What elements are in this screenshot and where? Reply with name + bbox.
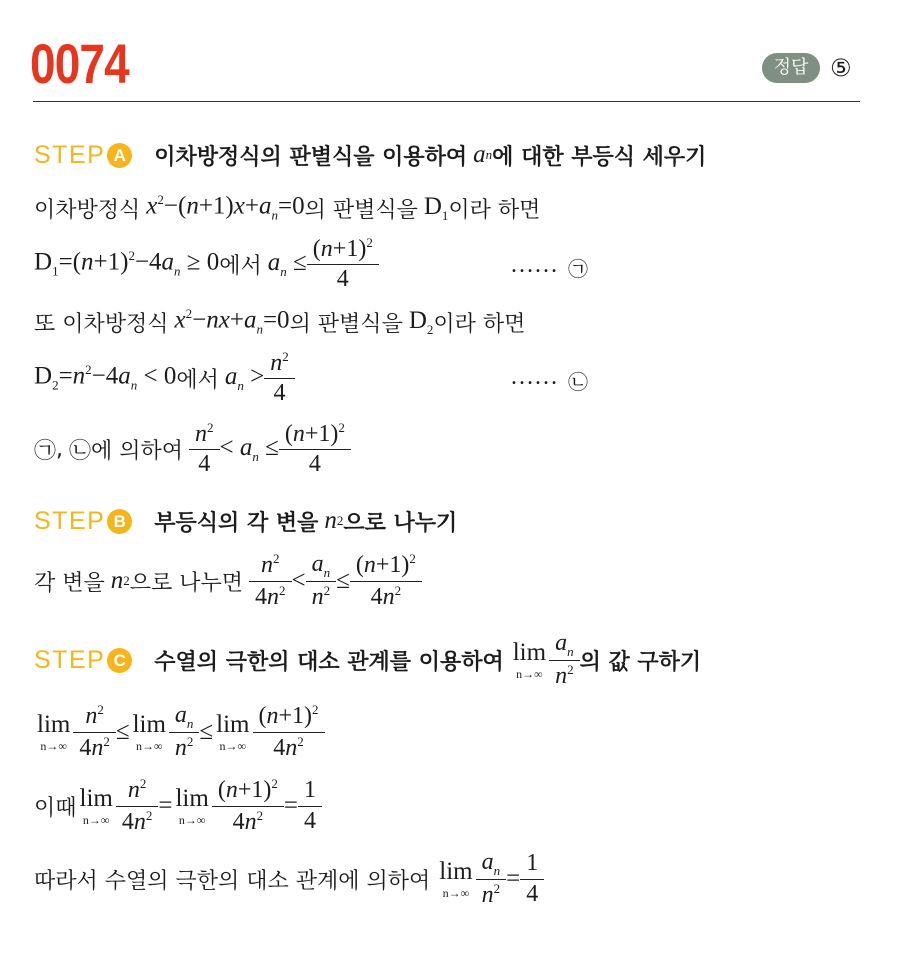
d2-label: $D_2$: [408, 306, 434, 337]
d1-expression: $D_1=(n+1)^2-4a_n \ge 0$: [34, 248, 220, 279]
mark-n-1: ㉡: [568, 370, 588, 394]
step-a-word: STEP: [34, 140, 106, 169]
line-combined: ㉠ , ㉡ 에 의하여 $\frac{n^2}{4}$ < $a_n$ ≤ $\frac{(n+1)^2}{4}$: [34, 418, 351, 480]
step-a-heading: STEP A 이차방정식의 판별식을 이용하여 a n 에 대한 부등식 세우기: [34, 140, 707, 170]
fraction-n-squared-over-4: $\frac{n^2}{4}$: [267, 350, 292, 406]
header-divider: [33, 101, 860, 102]
step-a-title-var: a: [473, 141, 486, 168]
d2-expression: $D_2=n^2-4a_n < 0$: [34, 362, 177, 393]
fraction-n-plus-1-squared-over-4: $\frac{(n+1)^2}{4}$: [310, 236, 376, 292]
answer-value: ⑤: [830, 54, 852, 82]
line-quadratic-2: 또 이차방정식 $x^2-nx+a_n=0$ 의 판별식을 $D_2$ 이라 하면: [34, 306, 526, 337]
step-c-word: STEP: [34, 645, 106, 674]
line-quadratic-1: 이차방정식 $x^2-(n+1)x+a_n=0$ 의 판별식을 $D_1$ 이라 하면: [34, 192, 541, 223]
equation-1: $x^2-(n+1)x+a_n=0$: [146, 192, 305, 223]
step-a-letter-icon: A: [107, 143, 132, 168]
step-b-title-post: 으로 나누기: [343, 510, 458, 536]
d1-label: $D_1$: [423, 192, 449, 223]
step-a-title-post: 에 대한 부등식 세우기: [492, 144, 707, 170]
step-b-heading: STEP B 부등식의 각 변을 n 2 으로 나누기: [34, 506, 458, 536]
answer-badge: 정답: [762, 53, 820, 83]
step-b-letter-icon: B: [107, 509, 132, 534]
line-divide: 각 변을 n 2 으로 나누면 $\frac{n^2}{4n^2}$ < $\frac{a_n}{n^2}$ ≤ $\frac{(n+1)^2}{4n^2}$: [34, 548, 422, 614]
line-then: 이때 lim n→∞ $\frac{n^2}{4n^2}$ = lim n→∞ $\frac{(n+1)^2}{4n^2}$ = $\frac{1}{4}$: [34, 774, 322, 838]
line-d1: $D_1=(n+1)^2-4a_n \ge 0$ 에서 $a_n$ ≤ $\frac{(n+1)^2}{4}$: [34, 234, 379, 294]
line-conclusion: 따라서 수열의 극한의 대소 관계에 의하여 lim n→∞ $\frac{a_n}{n^2}$ = $\frac{1}{4}$: [34, 848, 544, 910]
step-c-title-post: 의 값 구하기: [579, 649, 702, 675]
step-b-word: STEP: [34, 506, 106, 535]
line-d2: $D_2=n^2-4a_n < 0$ 에서 $a_n$ > $\frac{n^2}{4}$: [34, 348, 295, 408]
step-c-letter-icon: C: [107, 648, 132, 673]
step-b-title-pre: 부등식의 각 변을: [154, 510, 319, 536]
line-limits: lim n→∞ $\frac{n^2}{4n^2}$ ≤ lim n→∞ $\frac{a_n}{n^2}$ ≤ lim n→∞ $\frac{(n+1)^2}{4n^2}$: [34, 700, 325, 764]
mark-g-1: ㉠: [568, 257, 588, 281]
step-c-heading: STEP C 수열의 극한의 대소 관계를 이용하여 lim n→∞ $\frac{a_n}{n^2}$ 의 값 구하기: [34, 629, 702, 690]
problem-number: 0074: [30, 32, 129, 95]
equation-2: $x^2-nx+a_n=0$: [174, 306, 290, 337]
step-c-title-pre: 수열의 극한의 대소 관계를 이용하여: [154, 649, 504, 675]
step-a-title-pre: 이차방정식의 판별식을 이용하여: [154, 144, 468, 170]
